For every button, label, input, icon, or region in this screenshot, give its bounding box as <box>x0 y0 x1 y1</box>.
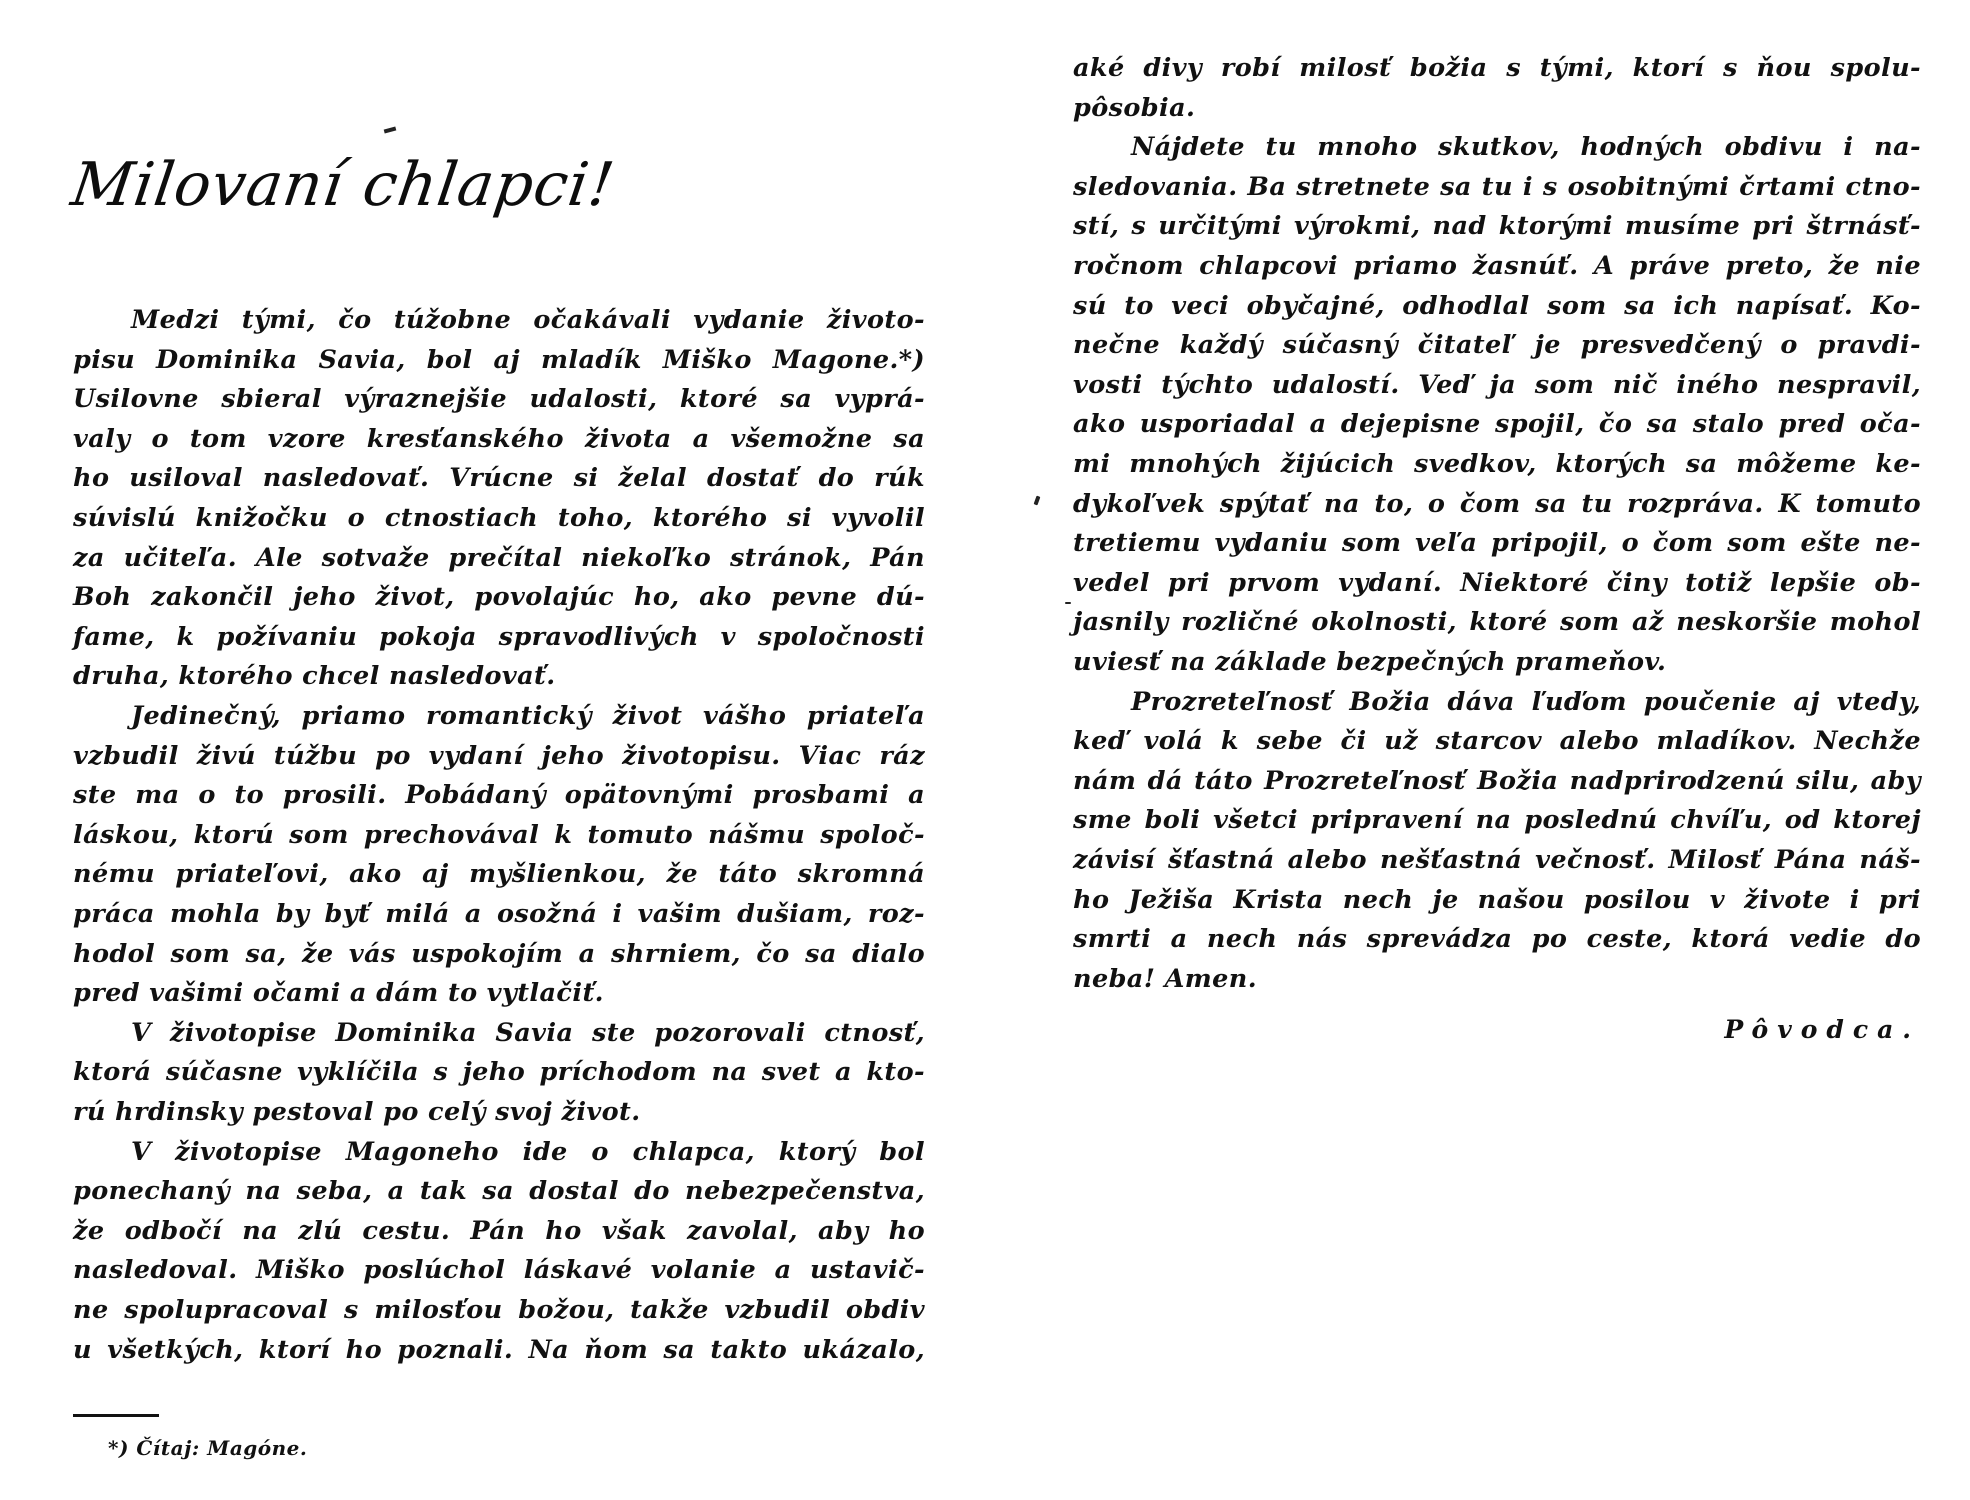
text-line: dykoľvek spýtať na to, o čom sa tu rozpráva. K tomuto <box>1073 488 1921 519</box>
print-speck <box>1034 496 1041 506</box>
text-line: ne spolupracoval s milosťou božou, takže vzbudil obdiv <box>73 1295 925 1325</box>
text-line: neba! Amen. <box>1073 963 1257 994</box>
text-line: ako usporiadal a dejepisne spojil, čo sa stalo pred oča- <box>1073 409 1921 440</box>
text-line: rú hrdinsky pestoval po celý svoj život. <box>73 1097 641 1127</box>
footnote: *) Čítaj: Magóne. <box>108 1436 308 1460</box>
footnote-divider <box>73 1414 159 1417</box>
text-line: Usilovne sbieral výraznejšie udalosti, ktoré sa vyprá- <box>73 384 925 415</box>
text-line: že odbočí na zlú cestu. Pán ho však zavolal, aby ho <box>73 1215 925 1246</box>
text-line: stí, s určitými výrokmi, nad ktorými musíme pri štrnásť- <box>1073 211 1921 242</box>
text-line: ho usiloval nasledovať. Vrúcne si želal dostať do rúk <box>73 463 925 494</box>
text-line: nému priateľovi, ako aj myšlienkou, že táto skromná <box>73 859 925 890</box>
text-line: nám dá táto Prozreteľnosť Božia nadprirodzenú silu, aby <box>1073 765 1921 796</box>
text-line: vosti týchto udalostí. Veď ja som nič iného nespravil, <box>1073 369 1921 400</box>
text-line: ho Ježiša Krista nech je našou posilou v živote i pri <box>1073 884 1921 915</box>
text-line: za učiteľa. Ale sotvaže prečítal niekoľko stránok, Pán <box>73 542 925 573</box>
text-line: ročnom chlapcovi priamo žasnúť. A práve preto, že nie <box>1073 251 1921 281</box>
page-title: Milovaní chlapci! <box>67 150 619 220</box>
text-line: V životopise Magoneho ide o chlapca, ktorý bol <box>131 1136 925 1167</box>
text-line: sledovania. Ba stretnete sa tu i s osobitnými črtami ctno- <box>1073 171 1921 202</box>
text-line: práca mohla by byť milá a osožná i vašim dušiam, roz- <box>73 899 925 929</box>
print-speck <box>384 127 397 134</box>
text-line: súvislú knižočku o ctnostiach toho, ktorého si vyvolil <box>73 503 925 533</box>
text-line: vedel pri prvom vydaní. Niektoré činy totiž lepšie ob- <box>1073 567 1921 598</box>
text-line: jasnily rozličné okolnosti, ktoré som až neskoršie mohol <box>1073 607 1921 638</box>
text-line: vzbudil živú túžbu po vydaní jeho životopisu. Viac ráz <box>73 740 925 771</box>
text-line: ponechaný na seba, a tak sa dostal do nebezpečenstva, <box>73 1176 925 1207</box>
text-line: ste ma o to prosili. Pobádaný opätovnými prosbami a <box>73 780 925 811</box>
text-line: druha, ktorého chcel nasledovať. <box>73 661 556 692</box>
print-speck <box>1065 602 1071 604</box>
text-line: nečne každý súčasný čitateľ je presvedčený o pravdi- <box>1073 330 1921 361</box>
text-line: Medzi tými, čo túžobne očakávali vydanie životo- <box>131 305 925 335</box>
text-line: Boh zakončil jeho život, povolajúc ho, ako pevne dú- <box>73 582 925 613</box>
text-line: láskou, ktorú som prechovával k tomuto nášmu spoloč- <box>73 819 925 850</box>
text-line: pred vašimi očami a dám to vytlačiť. <box>73 978 604 1009</box>
text-line: u všetkých, ktorí ho poznali. Na ňom sa takto ukázalo, <box>73 1334 925 1365</box>
text-line: Prozreteľnosť Božia dáva ľuďom poučenie aj vtedy, <box>1131 686 1921 717</box>
text-line: uviesť na základe bezpečných prameňov. <box>1073 647 1667 677</box>
text-line: ktorá súčasne vyklíčila s jeho príchodom na svet a kto- <box>73 1057 925 1088</box>
text-line: keď volá k sebe či už starcov alebo mladíkov. Nechže <box>1073 726 1921 757</box>
text-line: Nájdete tu mnoho skutkov, hodných obdivu i na- <box>1131 132 1921 163</box>
text-line: sú to veci obyčajné, odhodlal som sa ich napísať. Ko- <box>1073 290 1921 321</box>
text-line: valy o tom vzore kresťanského života a všemožne sa <box>73 423 925 454</box>
text-line: sme boli všetci pripravení na poslednú chvíľu, od ktorej <box>1073 805 1921 836</box>
text-line: nasledoval. Miško poslúchol láskavé volanie a ustavič- <box>73 1255 925 1286</box>
text-line: fame, k požívaniu pokoja spravodlivých v spoločnosti <box>73 621 925 652</box>
text-line: závisí šťastná alebo nešťastná večnosť. Milosť Pána náš- <box>1073 845 1921 875</box>
text-line: pisu Dominika Savia, bol aj mladík Miško Magone.*) <box>73 344 925 375</box>
text-line: smrti a nech nás sprevádza po ceste, ktorá vedie do <box>1073 924 1921 955</box>
text-line: pôsobia. <box>1073 92 1196 123</box>
text-line: mi mnohých žijúcich svedkov, ktorých sa môžeme ke- <box>1073 449 1921 479</box>
text-line: hodol som sa, že vás uspokojím a shrniem, čo sa dialo <box>73 938 925 969</box>
text-line: aké divy robí milosť božia s tými, ktorí s ňou spolu- <box>1073 53 1921 83</box>
text-line: tretiemu vydaniu som veľa pripojil, o čom som ešte ne- <box>1073 528 1921 559</box>
text-line: Jedinečný, priamo romantický život vášho priateľa <box>131 701 925 731</box>
right-page <box>985 0 1970 1500</box>
text-line: V životopise Dominika Savia ste pozorovali ctnosť, <box>131 1017 925 1048</box>
author-signature: Pôvodca. <box>1724 1015 1920 1044</box>
